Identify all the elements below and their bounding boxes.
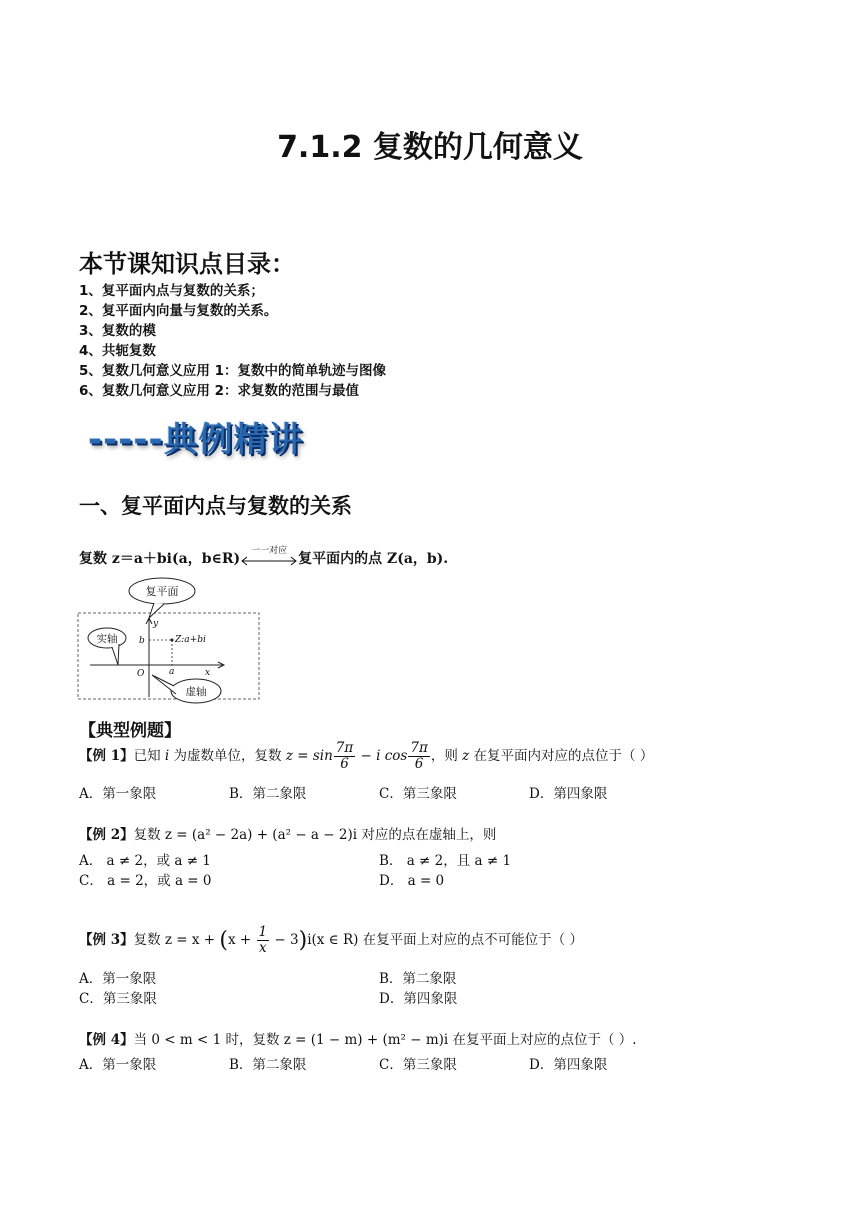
toc-heading: 本节课知识点目录： bbox=[79, 250, 295, 278]
axis-label-y: y bbox=[153, 619, 159, 629]
fraction: $\frac{1}{x}$ bbox=[258, 924, 268, 956]
toc-item: 6、复数几何意义应用 2：求复数的范围与最值 bbox=[79, 383, 359, 399]
example-2-question: 【例 2】复数 z = (a² − 2a) + (a² − a − 2)i 对应的点在虚轴上，则 bbox=[79, 827, 497, 843]
definition-right: 复平面内的点 Z(a，b). bbox=[298, 551, 449, 567]
toc-list bbox=[79, 281, 386, 401]
toc-item: 3、复数的模 bbox=[79, 323, 156, 339]
option: B．第二象限 bbox=[379, 971, 457, 987]
fraction: $\frac{7\pi}{6}$ bbox=[335, 740, 354, 772]
origin-label: O bbox=[137, 669, 145, 679]
option: D． a = 0 bbox=[379, 873, 445, 889]
option: B． a ≠ 2，且 a ≠ 1 bbox=[379, 853, 512, 869]
arrow-label: 一一对应 bbox=[251, 546, 288, 556]
option: C．第三象限 bbox=[79, 991, 157, 1007]
option: C． a = 2，或 a = 0 bbox=[79, 873, 212, 889]
bubble-real-axis: 实轴 bbox=[96, 633, 118, 645]
toc-item: 1、复平面内点与复数的关系； bbox=[79, 283, 264, 299]
bubble-imag-axis: 虚轴 bbox=[185, 686, 207, 698]
option: D．第四象限 bbox=[529, 1057, 608, 1073]
section-heading: 一、复平面内点与复数的关系 bbox=[79, 494, 352, 518]
example-tag: 【例 2】 bbox=[79, 827, 134, 843]
bubble-complex-plane: 复平面 bbox=[145, 585, 179, 598]
option: A． a ≠ 2，或 a ≠ 1 bbox=[79, 853, 211, 869]
page-title: 7.1.2 复数的几何意义 bbox=[277, 130, 583, 165]
example-1-question: 【例 1】已知 i 为虚数单位，复数 z = sin $\frac{7\pi}{6}$ − i cos $\frac{7\pi}{6}$ ，则 z 在复平面内对应的点位于（ ） bbox=[79, 740, 654, 772]
toc-item: 2、复平面内向量与复数的关系。 bbox=[79, 303, 278, 319]
point-label-a: a bbox=[169, 667, 175, 677]
double-arrow-icon bbox=[240, 546, 298, 567]
option: C．第三象限 bbox=[379, 786, 457, 802]
example-tag: 【例 3】 bbox=[79, 932, 134, 948]
definition-left: 复数 z＝a＋bi(a，b∈R) bbox=[79, 551, 241, 567]
definition-line bbox=[79, 548, 448, 568]
section-banner: -----典例精讲 bbox=[88, 420, 304, 460]
option: A．第一象限 bbox=[79, 1057, 157, 1073]
option: A．第一象限 bbox=[79, 971, 157, 987]
axis-label-x: x bbox=[205, 668, 211, 678]
option: B．第二象限 bbox=[229, 786, 307, 802]
option: D．第四象限 bbox=[529, 786, 608, 802]
example-3-question: 【例 3】复数 z = x + (x + $\frac{1}{x}$ − 3)i(x ∈ R) 在复平面上对应的点不可能位于（ ） bbox=[79, 924, 583, 956]
option: D．第四象限 bbox=[379, 991, 458, 1007]
point-label-z: Z:a+bi bbox=[175, 635, 206, 645]
example-4-question: 【例 4】当 0 < m < 1 时，复数 z = (1 − m) + (m² − m)i 在复平面上对应的点位于（ ）. bbox=[79, 1032, 637, 1048]
example-tag: 【例 1】 bbox=[79, 748, 134, 764]
option: B．第二象限 bbox=[229, 1057, 307, 1073]
example-tag: 【例 4】 bbox=[79, 1032, 134, 1048]
option: A．第一象限 bbox=[79, 786, 157, 802]
option: C．第三象限 bbox=[379, 1057, 457, 1073]
fraction: $\frac{7\pi}{6}$ bbox=[410, 740, 428, 772]
toc-item: 4、共轭复数 bbox=[79, 343, 156, 359]
complex-plane-figure bbox=[74, 574, 266, 704]
point-label-b: b bbox=[139, 636, 145, 646]
examples-heading: 【典型例题】 bbox=[79, 721, 181, 741]
toc-item: 5、复数几何意义应用 1：复数中的简单轨迹与图像 bbox=[79, 363, 386, 379]
